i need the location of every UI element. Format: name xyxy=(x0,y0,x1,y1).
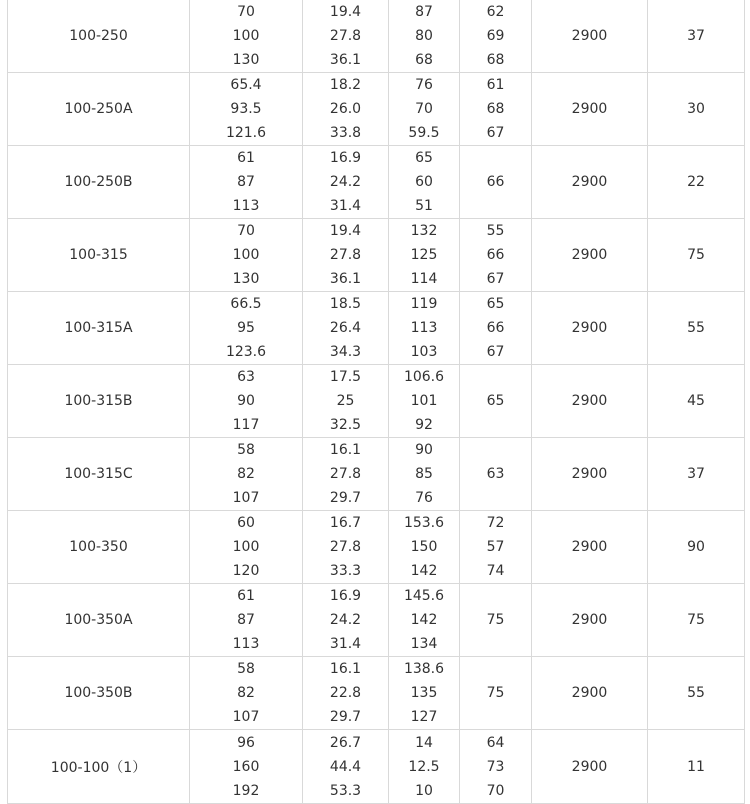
head-cell-value: 65 xyxy=(415,150,433,166)
speed-cell: 2900 xyxy=(532,657,648,730)
efficiency-cell-value: 62 xyxy=(486,4,505,20)
table-row xyxy=(8,511,745,584)
flow-ls-cell-value: 16.1 xyxy=(329,442,362,458)
flow-m3h-cell-value: 90 xyxy=(237,393,255,409)
power-cell: 22 xyxy=(648,146,745,219)
efficiency-cell-value: 67 xyxy=(486,271,505,287)
efficiency-cell xyxy=(460,146,532,219)
efficiency-cell-value: 66 xyxy=(486,247,505,263)
efficiency-cell-value: 61 xyxy=(486,77,505,93)
head-cell-value: 135 xyxy=(410,685,438,701)
table-row xyxy=(8,730,745,804)
head-cell-value: 14 xyxy=(415,734,433,751)
efficiency-cell-value: 57 xyxy=(486,539,505,555)
power-cell: 37 xyxy=(648,438,745,511)
head-cell-value: 138.6 xyxy=(403,661,445,677)
flow-ls-cell-value: 27.8 xyxy=(329,466,362,482)
flow-ls-cell-value: 17.5 xyxy=(329,369,362,385)
table-row xyxy=(8,146,745,219)
flow-m3h-cell-value: 120 xyxy=(232,563,260,579)
flow-m3h-cell-value: 100 xyxy=(232,539,260,555)
efficiency-cell-value: 73 xyxy=(486,758,505,775)
head-cell-value: 134 xyxy=(410,636,438,652)
head-cell-value: 150 xyxy=(410,539,438,555)
power-cell: 45 xyxy=(648,365,745,438)
efficiency-cell-value: 67 xyxy=(486,344,505,360)
head-cell-value: 80 xyxy=(415,28,433,44)
flow-ls-cell xyxy=(303,73,389,146)
flow-ls-cell-value: 31.4 xyxy=(329,636,362,652)
flow-m3h-cell-value: 87 xyxy=(237,612,255,628)
model-cell: 100-315C xyxy=(8,438,190,511)
head-cell xyxy=(389,73,460,146)
flow-m3h-cell-value: 87 xyxy=(237,174,255,190)
efficiency-cell-value: 63 xyxy=(486,466,505,482)
flow-ls-cell-value: 34.3 xyxy=(329,344,362,360)
head-cell xyxy=(389,657,460,730)
head-cell-value: 76 xyxy=(415,77,433,93)
flow-m3h-cell-value: 113 xyxy=(232,636,260,652)
table-row xyxy=(8,438,745,511)
head-cell xyxy=(389,0,460,73)
head-cell-value: 76 xyxy=(415,490,433,506)
table-row xyxy=(8,365,745,438)
efficiency-cell-value: 66 xyxy=(486,320,505,336)
head-cell-value: 10 xyxy=(415,782,433,799)
flow-m3h-cell-value: 60 xyxy=(237,515,255,531)
flow-m3h-cell xyxy=(190,0,303,73)
flow-ls-cell-value: 16.9 xyxy=(329,588,362,604)
efficiency-cell xyxy=(460,511,532,584)
flow-ls-cell-value: 26.0 xyxy=(329,101,362,117)
flow-m3h-cell xyxy=(190,438,303,511)
flow-m3h-cell-value: 160 xyxy=(232,758,260,775)
flow-ls-cell-value: 36.1 xyxy=(329,271,362,287)
head-cell-value: 87 xyxy=(415,4,433,20)
flow-m3h-cell-value: 113 xyxy=(232,198,260,214)
flow-ls-cell xyxy=(303,146,389,219)
head-cell-value: 145.6 xyxy=(403,588,445,604)
flow-m3h-cell xyxy=(190,657,303,730)
efficiency-cell xyxy=(460,438,532,511)
pump-spec-table xyxy=(7,0,745,804)
head-cell-value: 51 xyxy=(415,198,433,214)
efficiency-cell-value: 65 xyxy=(486,393,505,409)
flow-ls-cell-value: 27.8 xyxy=(329,247,362,263)
flow-ls-cell-value: 16.9 xyxy=(329,150,362,166)
flow-m3h-cell-value: 192 xyxy=(232,782,260,799)
efficiency-cell xyxy=(460,365,532,438)
speed-cell: 2900 xyxy=(532,73,648,146)
flow-m3h-cell-value: 65.4 xyxy=(230,77,262,93)
speed-cell: 2900 xyxy=(532,0,648,73)
efficiency-cell-value: 72 xyxy=(486,515,505,531)
head-cell-value: 60 xyxy=(415,174,433,190)
head-cell-value: 103 xyxy=(410,344,438,360)
power-cell: 75 xyxy=(648,219,745,292)
flow-m3h-cell xyxy=(190,146,303,219)
efficiency-cell xyxy=(460,0,532,73)
flow-m3h-cell xyxy=(190,219,303,292)
power-cell: 55 xyxy=(648,657,745,730)
flow-m3h-cell xyxy=(190,365,303,438)
efficiency-cell-value: 75 xyxy=(486,612,505,628)
speed-cell: 2900 xyxy=(532,438,648,511)
head-cell-value: 85 xyxy=(415,466,433,482)
flow-m3h-cell-value: 96 xyxy=(237,734,255,751)
model-cell: 100-250A xyxy=(8,73,190,146)
head-cell-value: 92 xyxy=(415,417,433,433)
speed-cell: 2900 xyxy=(532,365,648,438)
flow-m3h-cell-value: 61 xyxy=(237,588,255,604)
efficiency-cell xyxy=(460,73,532,146)
flow-m3h-cell-value: 58 xyxy=(237,661,255,677)
flow-ls-cell-value: 24.2 xyxy=(329,612,362,628)
head-cell-value: 142 xyxy=(410,612,438,628)
flow-ls-cell-value: 33.8 xyxy=(329,125,362,141)
flow-ls-cell-value: 18.5 xyxy=(329,296,362,312)
efficiency-cell-value: 74 xyxy=(486,563,505,579)
flow-ls-cell-value: 24.2 xyxy=(329,174,362,190)
flow-ls-cell-value: 16.1 xyxy=(329,661,362,677)
flow-ls-cell xyxy=(303,365,389,438)
speed-cell: 2900 xyxy=(532,730,648,804)
flow-ls-cell xyxy=(303,292,389,365)
head-cell-value: 125 xyxy=(410,247,438,263)
flow-ls-cell-value: 19.4 xyxy=(329,4,362,20)
flow-ls-cell xyxy=(303,219,389,292)
model-cell: 100-100（1） xyxy=(8,730,190,804)
speed-cell: 2900 xyxy=(532,584,648,657)
efficiency-cell xyxy=(460,219,532,292)
efficiency-cell-value: 70 xyxy=(486,782,505,799)
head-cell xyxy=(389,219,460,292)
head-cell-value: 106.6 xyxy=(403,369,445,385)
flow-m3h-cell-value: 82 xyxy=(237,466,255,482)
flow-m3h-cell-value: 66.5 xyxy=(230,296,262,312)
flow-ls-cell-value: 22.8 xyxy=(329,685,362,701)
flow-m3h-cell-value: 123.6 xyxy=(225,344,267,360)
flow-m3h-cell-value: 70 xyxy=(237,4,255,20)
flow-m3h-cell xyxy=(190,511,303,584)
speed-cell: 2900 xyxy=(532,219,648,292)
table-row xyxy=(8,0,745,73)
speed-cell: 2900 xyxy=(532,292,648,365)
flow-ls-cell-value: 32.5 xyxy=(329,417,362,433)
flow-ls-cell-value: 18.2 xyxy=(329,77,362,93)
flow-m3h-cell-value: 130 xyxy=(232,271,260,287)
head-cell-value: 12.5 xyxy=(408,758,440,775)
power-cell: 11 xyxy=(648,730,745,804)
flow-ls-cell xyxy=(303,0,389,73)
efficiency-cell xyxy=(460,730,532,804)
table-row xyxy=(8,219,745,292)
power-cell: 75 xyxy=(648,584,745,657)
power-cell: 90 xyxy=(648,511,745,584)
flow-m3h-cell-value: 117 xyxy=(232,417,260,433)
speed-cell: 2900 xyxy=(532,146,648,219)
flow-m3h-cell-value: 121.6 xyxy=(225,125,267,141)
head-cell-value: 59.5 xyxy=(408,125,440,141)
power-cell: 55 xyxy=(648,292,745,365)
efficiency-cell-value: 67 xyxy=(486,125,505,141)
head-cell-value: 132 xyxy=(410,223,438,239)
flow-ls-cell-value: 36.1 xyxy=(329,52,362,68)
flow-ls-cell-value: 26.7 xyxy=(329,734,362,751)
flow-m3h-cell-value: 95 xyxy=(237,320,255,336)
flow-m3h-cell-value: 100 xyxy=(232,247,260,263)
flow-m3h-cell-value: 63 xyxy=(237,369,255,385)
head-cell-value: 119 xyxy=(410,296,438,312)
flow-ls-cell-value: 16.7 xyxy=(329,515,362,531)
flow-ls-cell xyxy=(303,730,389,804)
head-cell xyxy=(389,146,460,219)
head-cell xyxy=(389,511,460,584)
efficiency-cell-value: 64 xyxy=(486,734,505,751)
flow-m3h-cell xyxy=(190,292,303,365)
flow-m3h-cell-value: 82 xyxy=(237,685,255,701)
flow-ls-cell-value: 31.4 xyxy=(329,198,362,214)
efficiency-cell-value: 66 xyxy=(486,174,505,190)
table-row xyxy=(8,292,745,365)
speed-cell: 2900 xyxy=(532,511,648,584)
flow-ls-cell-value: 53.3 xyxy=(329,782,362,799)
flow-m3h-cell xyxy=(190,73,303,146)
table-row xyxy=(8,584,745,657)
model-cell: 100-315 xyxy=(8,219,190,292)
table-row xyxy=(8,73,745,146)
table-row xyxy=(8,657,745,730)
head-cell-value: 113 xyxy=(410,320,438,336)
head-cell-value: 114 xyxy=(410,271,438,287)
head-cell-value: 101 xyxy=(410,393,438,409)
efficiency-cell xyxy=(460,657,532,730)
flow-ls-cell xyxy=(303,657,389,730)
flow-ls-cell xyxy=(303,438,389,511)
flow-m3h-cell-value: 107 xyxy=(232,709,260,725)
head-cell-value: 153.6 xyxy=(403,515,445,531)
power-cell: 37 xyxy=(648,0,745,73)
flow-m3h-cell-value: 58 xyxy=(237,442,255,458)
model-cell: 100-315B xyxy=(8,365,190,438)
head-cell-value: 90 xyxy=(415,442,433,458)
model-cell: 100-350 xyxy=(8,511,190,584)
head-cell xyxy=(389,365,460,438)
flow-ls-cell xyxy=(303,511,389,584)
head-cell-value: 68 xyxy=(415,52,433,68)
head-cell-value: 127 xyxy=(410,709,438,725)
flow-ls-cell-value: 44.4 xyxy=(329,758,362,775)
flow-ls-cell-value: 19.4 xyxy=(329,223,362,239)
flow-m3h-cell xyxy=(190,730,303,804)
power-cell: 30 xyxy=(648,73,745,146)
flow-m3h-cell-value: 100 xyxy=(232,28,260,44)
flow-m3h-cell-value: 93.5 xyxy=(230,101,262,117)
flow-m3h-cell-value: 61 xyxy=(237,150,255,166)
head-cell-value: 142 xyxy=(410,563,438,579)
efficiency-cell-value: 75 xyxy=(486,685,505,701)
model-cell: 100-350A xyxy=(8,584,190,657)
model-cell: 100-250 xyxy=(8,0,190,73)
flow-m3h-cell xyxy=(190,584,303,657)
efficiency-cell-value: 68 xyxy=(486,101,505,117)
head-cell-value: 70 xyxy=(415,101,433,117)
efficiency-cell-value: 65 xyxy=(486,296,505,312)
head-cell xyxy=(389,292,460,365)
efficiency-cell xyxy=(460,292,532,365)
flow-ls-cell-value: 27.8 xyxy=(329,28,362,44)
flow-m3h-cell-value: 70 xyxy=(237,223,255,239)
head-cell xyxy=(389,730,460,804)
efficiency-cell xyxy=(460,584,532,657)
flow-ls-cell-value: 27.8 xyxy=(329,539,362,555)
flow-m3h-cell-value: 107 xyxy=(232,490,260,506)
head-cell xyxy=(389,438,460,511)
flow-ls-cell-value: 29.7 xyxy=(329,490,362,506)
efficiency-cell-value: 69 xyxy=(486,28,505,44)
flow-m3h-cell-value: 130 xyxy=(232,52,260,68)
flow-ls-cell-value: 26.4 xyxy=(329,320,362,336)
flow-ls-cell-value: 25 xyxy=(336,393,355,409)
flow-ls-cell-value: 29.7 xyxy=(329,709,362,725)
model-cell: 100-315A xyxy=(8,292,190,365)
flow-ls-cell-value: 33.3 xyxy=(329,563,362,579)
efficiency-cell-value: 68 xyxy=(486,52,505,68)
flow-ls-cell xyxy=(303,584,389,657)
model-cell: 100-350B xyxy=(8,657,190,730)
head-cell xyxy=(389,584,460,657)
efficiency-cell-value: 55 xyxy=(486,223,505,239)
model-cell: 100-250B xyxy=(8,146,190,219)
